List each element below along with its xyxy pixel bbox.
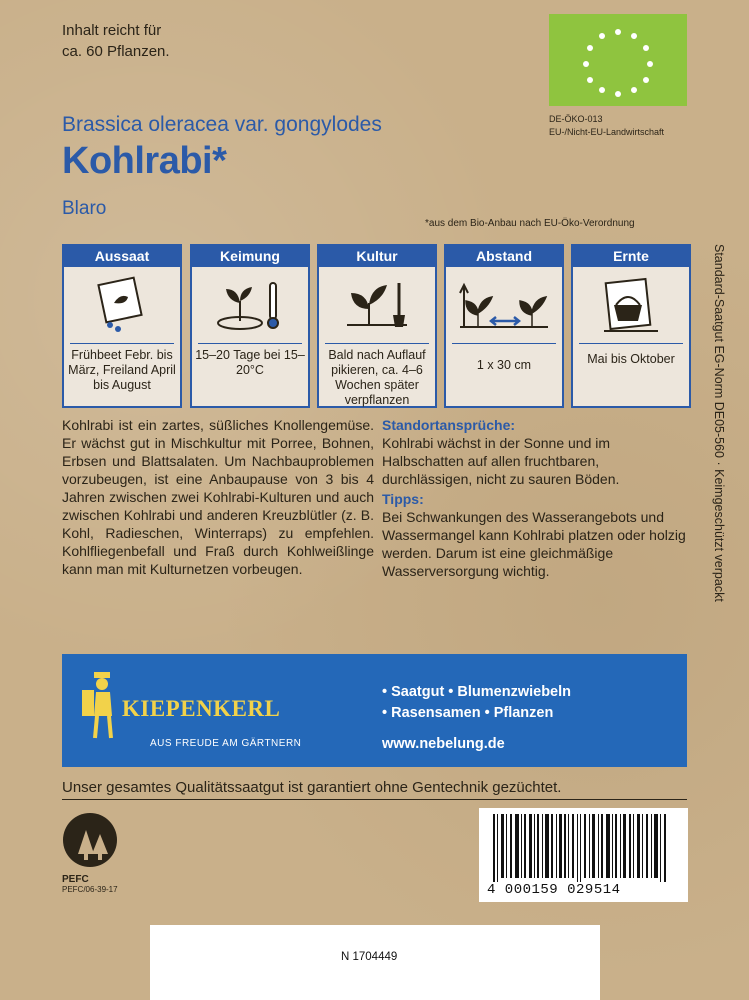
product-title: Kohlrabi*	[62, 140, 227, 182]
box-header: Aussaat	[64, 246, 180, 267]
box-text: 15–20 Tage bei 15–20°C	[195, 348, 305, 377]
article-number: N 1704449	[341, 951, 398, 963]
barcode-bars	[479, 808, 688, 882]
seedling-thermometer-icon	[192, 267, 308, 343]
brand-website: www.nebelung.de	[382, 736, 505, 752]
brand-product-list: • Saatgut • Blumenzwiebeln • Rasensamen • Pflanzen	[382, 684, 572, 721]
tips-text: Bei Schwankungen des Wasserangebots und Wassermangel kann Kohlrabi platzen oder holzig werden. Darum ist eine gleichmäßige Wasserversorgung wichtig.	[382, 509, 686, 579]
brand-tagline: AUS FREUDE AM GÄRTNERN	[150, 738, 302, 749]
growing-info	[382, 416, 688, 580]
box-header: Kultur	[319, 246, 435, 267]
box-text: 1 x 30 cm	[476, 358, 532, 372]
variety-name: Blaro	[62, 198, 107, 219]
organic-footnote: *aus dem Bio-Anbau nach EU-Öko-Verordnung	[425, 218, 635, 229]
divider	[62, 799, 687, 800]
eu-organic-logo	[549, 14, 687, 106]
plant-shovel-icon	[319, 267, 435, 343]
latin-name: Brassica oleracea var. gongylodes	[62, 113, 382, 136]
gmo-free-guarantee: Unser gesamtes Qualitätssaatgut ist garantiert ohne Gentechnik gezüchtet.	[62, 779, 562, 796]
box-text: Frühbeet Febr. bis März, Freiland April bis August	[68, 348, 176, 392]
box-header: Keimung	[192, 246, 308, 267]
tips-heading: Tipps:	[382, 491, 424, 507]
box-aussaat	[62, 244, 182, 408]
pefc-label: PEFC	[62, 874, 89, 885]
product-description: Kohlrabi ist ein zartes, süßliches Knollengemüse. Er wächst gut in Mischkultur mit Porree, Bohnen, Erbsen und Blattsalaten. Um Nachbauproblemen vorzubeugen, ist eine Anbaupause von 3 bis 4 Jahren zwischen zwei Kohlrabi-Kulturen und auch zwischen Kohlrabi und anderen Kreuzblütler (z. B. Kohl, Radieschen, Winterraps) zu empfehlen. Kohlfliegenbefall und Fraß durch Kohlweißlinge kann man mit Kulturnetzen vorbeugen.	[62, 417, 374, 577]
content-note: Inhalt reicht für ca. 60 Pflanzen.	[62, 22, 170, 60]
seed-packet-icon	[64, 267, 180, 343]
box-text: Bald nach Auflauf pikieren, ca. 4–6 Wochen später verpflanzen	[328, 348, 426, 407]
standard-seed-side-text: Standard-Saatgut EG-Norm DE05-560 · Keimgeschützt verpackt	[712, 244, 726, 602]
barcode-number: 4 000159 029514	[487, 882, 621, 898]
box-text: Mai bis Oktober	[587, 352, 675, 366]
pefc-code: PEFC/06-39-17	[62, 885, 118, 894]
box-keimung	[190, 244, 310, 408]
harvest-basket-icon	[573, 267, 689, 343]
spacing-arrows-icon	[446, 267, 562, 343]
box-header: Abstand	[446, 246, 562, 267]
box-header: Ernte	[573, 246, 689, 267]
pefc-logo-icon	[60, 810, 132, 910]
eu-organic-code: DE-ÖKO-013 EU-/Nicht-EU-Landwirtschaft	[549, 114, 665, 137]
location-heading: Standortansprüche:	[382, 417, 516, 433]
box-kultur	[317, 244, 437, 408]
location-text: Kohlrabi wächst in der Sonne und im Halbschatten auf allen fruchtbaren, durchlässigen, nicht zu sauren Böden.	[382, 435, 620, 487]
box-ernte	[571, 244, 691, 408]
kiepenkerl-figure-icon	[80, 668, 120, 740]
brand-logo-text: KIEPENKERL	[122, 696, 281, 721]
box-abstand	[444, 244, 564, 408]
